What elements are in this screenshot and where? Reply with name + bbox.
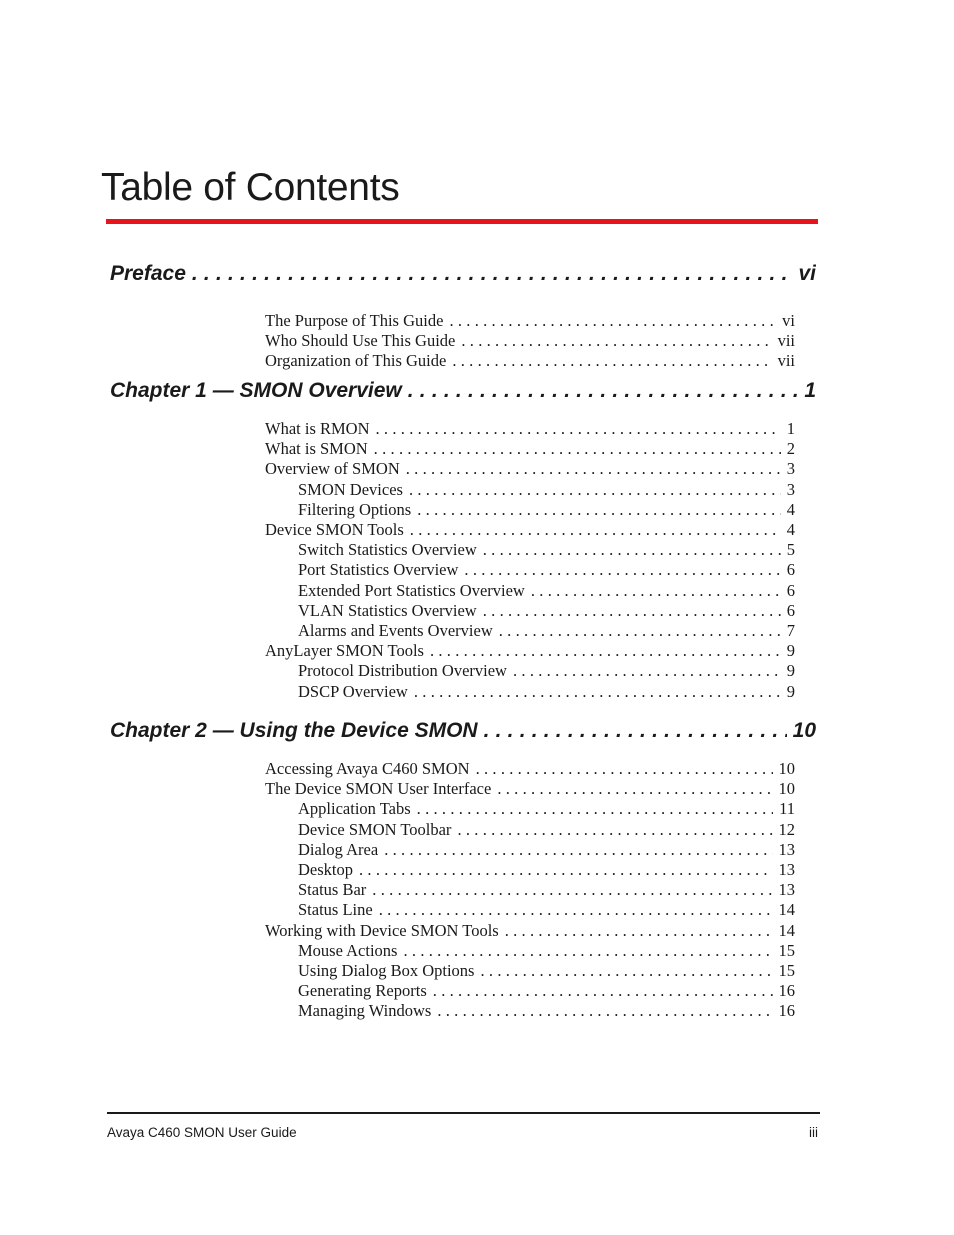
toc-entry[interactable] [265, 311, 795, 331]
toc-chapter-heading[interactable] [110, 379, 816, 403]
toc-leader-dots [464, 560, 780, 580]
toc-entry[interactable] [298, 1001, 795, 1021]
toc-entry-title: Using Dialog Box Options [298, 961, 475, 980]
toc-entry[interactable] [298, 941, 795, 961]
toc-entry[interactable] [298, 621, 795, 641]
toc-entry-title: Dialog Area [298, 839, 379, 859]
toc-leader-dots [417, 500, 781, 520]
toc-entry-title: Status Line [298, 900, 373, 920]
toc-chapter-title: Chapter 2 — Using the Device SMON [110, 719, 478, 742]
toc-chapter-heading[interactable] [110, 719, 816, 743]
toc-entry[interactable] [265, 641, 795, 661]
toc-leader-dots [505, 921, 773, 941]
toc-entry-title: Extended Port Statistics Overview [298, 580, 525, 600]
toc-entry-title: Device SMON Toolbar [298, 819, 452, 839]
toc-leader-dots [409, 480, 781, 500]
toc-entry-page: 9 [786, 641, 795, 661]
toc-leader-dots [480, 961, 772, 981]
toc-leader-dots [417, 799, 773, 819]
toc-leader-dots [408, 379, 799, 403]
toc-entry-title: VLAN Statistics Overview [298, 600, 477, 620]
toc-entry-title: The Device SMON User Interface [265, 779, 492, 799]
toc-entry-title: AnyLayer SMON Tools [265, 641, 424, 661]
toc-leader-dots [476, 759, 773, 779]
toc-entry[interactable] [298, 560, 795, 580]
toc-entry[interactable] [265, 520, 795, 540]
toc-leader-dots [359, 860, 773, 880]
toc-chapter-page: 1 [804, 379, 816, 402]
toc-entry[interactable] [265, 419, 795, 439]
toc-entry-page: 15 [778, 940, 795, 960]
toc-entry-page: 5 [786, 540, 795, 560]
toc-chapter-heading[interactable] [110, 262, 816, 286]
toc-leader-dots [497, 779, 772, 799]
toc-leader-dots [437, 1001, 772, 1021]
toc-leader-dots [192, 262, 793, 286]
toc-entry-page: 7 [786, 621, 795, 640]
toc-entry-page: 10 [778, 759, 795, 778]
toc-entry[interactable] [298, 500, 795, 520]
toc-entry-page: 14 [778, 900, 795, 920]
toc-entry-page: 6 [786, 580, 795, 600]
toc-entry[interactable] [298, 900, 795, 920]
toc-entry-title: Organization of This Guide [265, 351, 447, 371]
toc-chapter-page: 10 [792, 719, 816, 742]
toc-leader-dots [374, 439, 781, 459]
toc-entry-title: What is RMON [265, 419, 370, 438]
toc-entry-page: 3 [786, 459, 795, 479]
toc-entry[interactable] [265, 439, 795, 459]
toc-entry-title: Switch Statistics Overview [298, 540, 477, 560]
toc-entry-title: Desktop [298, 860, 353, 879]
toc-entry-title: Application Tabs [298, 799, 411, 819]
toc-entry[interactable] [298, 981, 795, 1001]
toc-leader-dots [461, 331, 771, 351]
toc-entry-page: 11 [779, 799, 795, 819]
toc-leader-dots [414, 682, 781, 702]
toc-entry-title: DSCP Overview [298, 681, 408, 701]
toc-entry[interactable] [265, 459, 795, 479]
toc-entry-page: vi [782, 311, 795, 330]
toc-entry-title: Status Bar [298, 880, 367, 900]
toc-entry[interactable] [298, 601, 795, 621]
toc-leader-dots [430, 641, 781, 661]
toc-entry-title: Who Should Use This Guide [265, 331, 456, 351]
toc-entry-title: The Purpose of This Guide [265, 311, 444, 330]
toc-entry[interactable] [298, 581, 795, 601]
toc-entry-title: Managing Windows [298, 1001, 432, 1021]
toc-leader-dots [372, 880, 772, 900]
toc-leader-dots [403, 941, 772, 961]
toc-entry-page: 16 [778, 981, 795, 1001]
toc-entry-page: 15 [778, 961, 795, 980]
toc-entry-title: Device SMON Tools [265, 520, 404, 539]
toc-entry[interactable] [298, 661, 795, 681]
toc-entry-title: Mouse Actions [298, 940, 398, 960]
toc-chapter-title: Preface [110, 262, 186, 285]
toc-leader-dots [452, 351, 771, 371]
toc-leader-dots [379, 900, 773, 920]
footer-rule [107, 1112, 820, 1114]
toc-entry-page: 9 [786, 661, 795, 681]
toc-entry-title: What is SMON [265, 439, 368, 459]
toc-entry-title: Generating Reports [298, 981, 427, 1001]
toc-entry[interactable] [265, 331, 795, 351]
toc-entry[interactable] [265, 759, 795, 779]
toc-entry-title: Port Statistics Overview [298, 560, 459, 580]
toc-entry-title: Accessing Avaya C460 SMON [265, 759, 470, 778]
toc-chapter-page: vi [798, 262, 816, 285]
toc-leader-dots [513, 661, 781, 681]
toc-entry-page: 10 [778, 779, 795, 799]
toc-entry[interactable] [265, 351, 795, 371]
toc-entry-page: 1 [786, 419, 795, 438]
toc-entry-page: 9 [786, 681, 795, 701]
toc-entry[interactable] [298, 799, 795, 819]
toc-leader-dots [483, 601, 781, 621]
toc-entry[interactable] [265, 779, 795, 799]
toc-entry-page: 3 [786, 479, 795, 499]
toc-leader-dots [499, 621, 781, 641]
toc-entry-page: 13 [778, 880, 795, 900]
toc-leader-dots [449, 311, 776, 331]
toc-entry[interactable] [298, 840, 795, 860]
toc-leader-dots [406, 459, 781, 479]
toc-leader-dots [531, 581, 781, 601]
toc-entry[interactable] [298, 961, 795, 981]
title-rule [106, 219, 818, 224]
toc-leader-dots [410, 520, 781, 540]
toc-entry-title: SMON Devices [298, 479, 403, 499]
toc-entry-page: vii [777, 351, 795, 371]
toc-entry[interactable] [298, 820, 795, 840]
toc-entry-page: 4 [786, 520, 795, 539]
toc-leader-dots [483, 540, 781, 560]
toc-entry-page: 2 [786, 439, 795, 459]
toc-entry[interactable] [298, 480, 795, 500]
toc-entry-page: 14 [778, 920, 795, 940]
footer-page-number: iii [809, 1125, 818, 1140]
toc-entry-page: 13 [778, 860, 795, 879]
toc-entry-page: 16 [778, 1001, 795, 1021]
toc-entry-page: 6 [786, 560, 795, 580]
toc-entry-page: 4 [786, 499, 795, 519]
toc-entry[interactable] [265, 921, 795, 941]
toc-entry[interactable] [298, 860, 795, 880]
toc-entry[interactable] [298, 682, 795, 702]
toc-entry-page: 6 [786, 600, 795, 620]
toc-entry-page: vii [777, 331, 795, 351]
page-title: Table of Contents [101, 166, 400, 209]
toc-entry-title: Alarms and Events Overview [298, 621, 493, 640]
toc-entry-page: 12 [778, 819, 795, 839]
toc-entry-title: Protocol Distribution Overview [298, 661, 507, 681]
footer-title: Avaya C460 SMON User Guide [107, 1125, 297, 1140]
toc-entry-title: Working with Device SMON Tools [265, 920, 499, 940]
toc-chapter-title: Chapter 1 — SMON Overview [110, 379, 402, 402]
toc-entry-title: Overview of SMON [265, 459, 400, 479]
toc-entry[interactable] [298, 540, 795, 560]
toc-entry-title: Filtering Options [298, 499, 412, 519]
toc-leader-dots [484, 719, 787, 743]
toc-leader-dots [433, 981, 773, 1001]
toc-entry-page: 13 [778, 839, 795, 859]
toc-entry[interactable] [298, 880, 795, 900]
toc-leader-dots [457, 820, 772, 840]
toc-leader-dots [384, 840, 772, 860]
toc-leader-dots [376, 419, 781, 439]
